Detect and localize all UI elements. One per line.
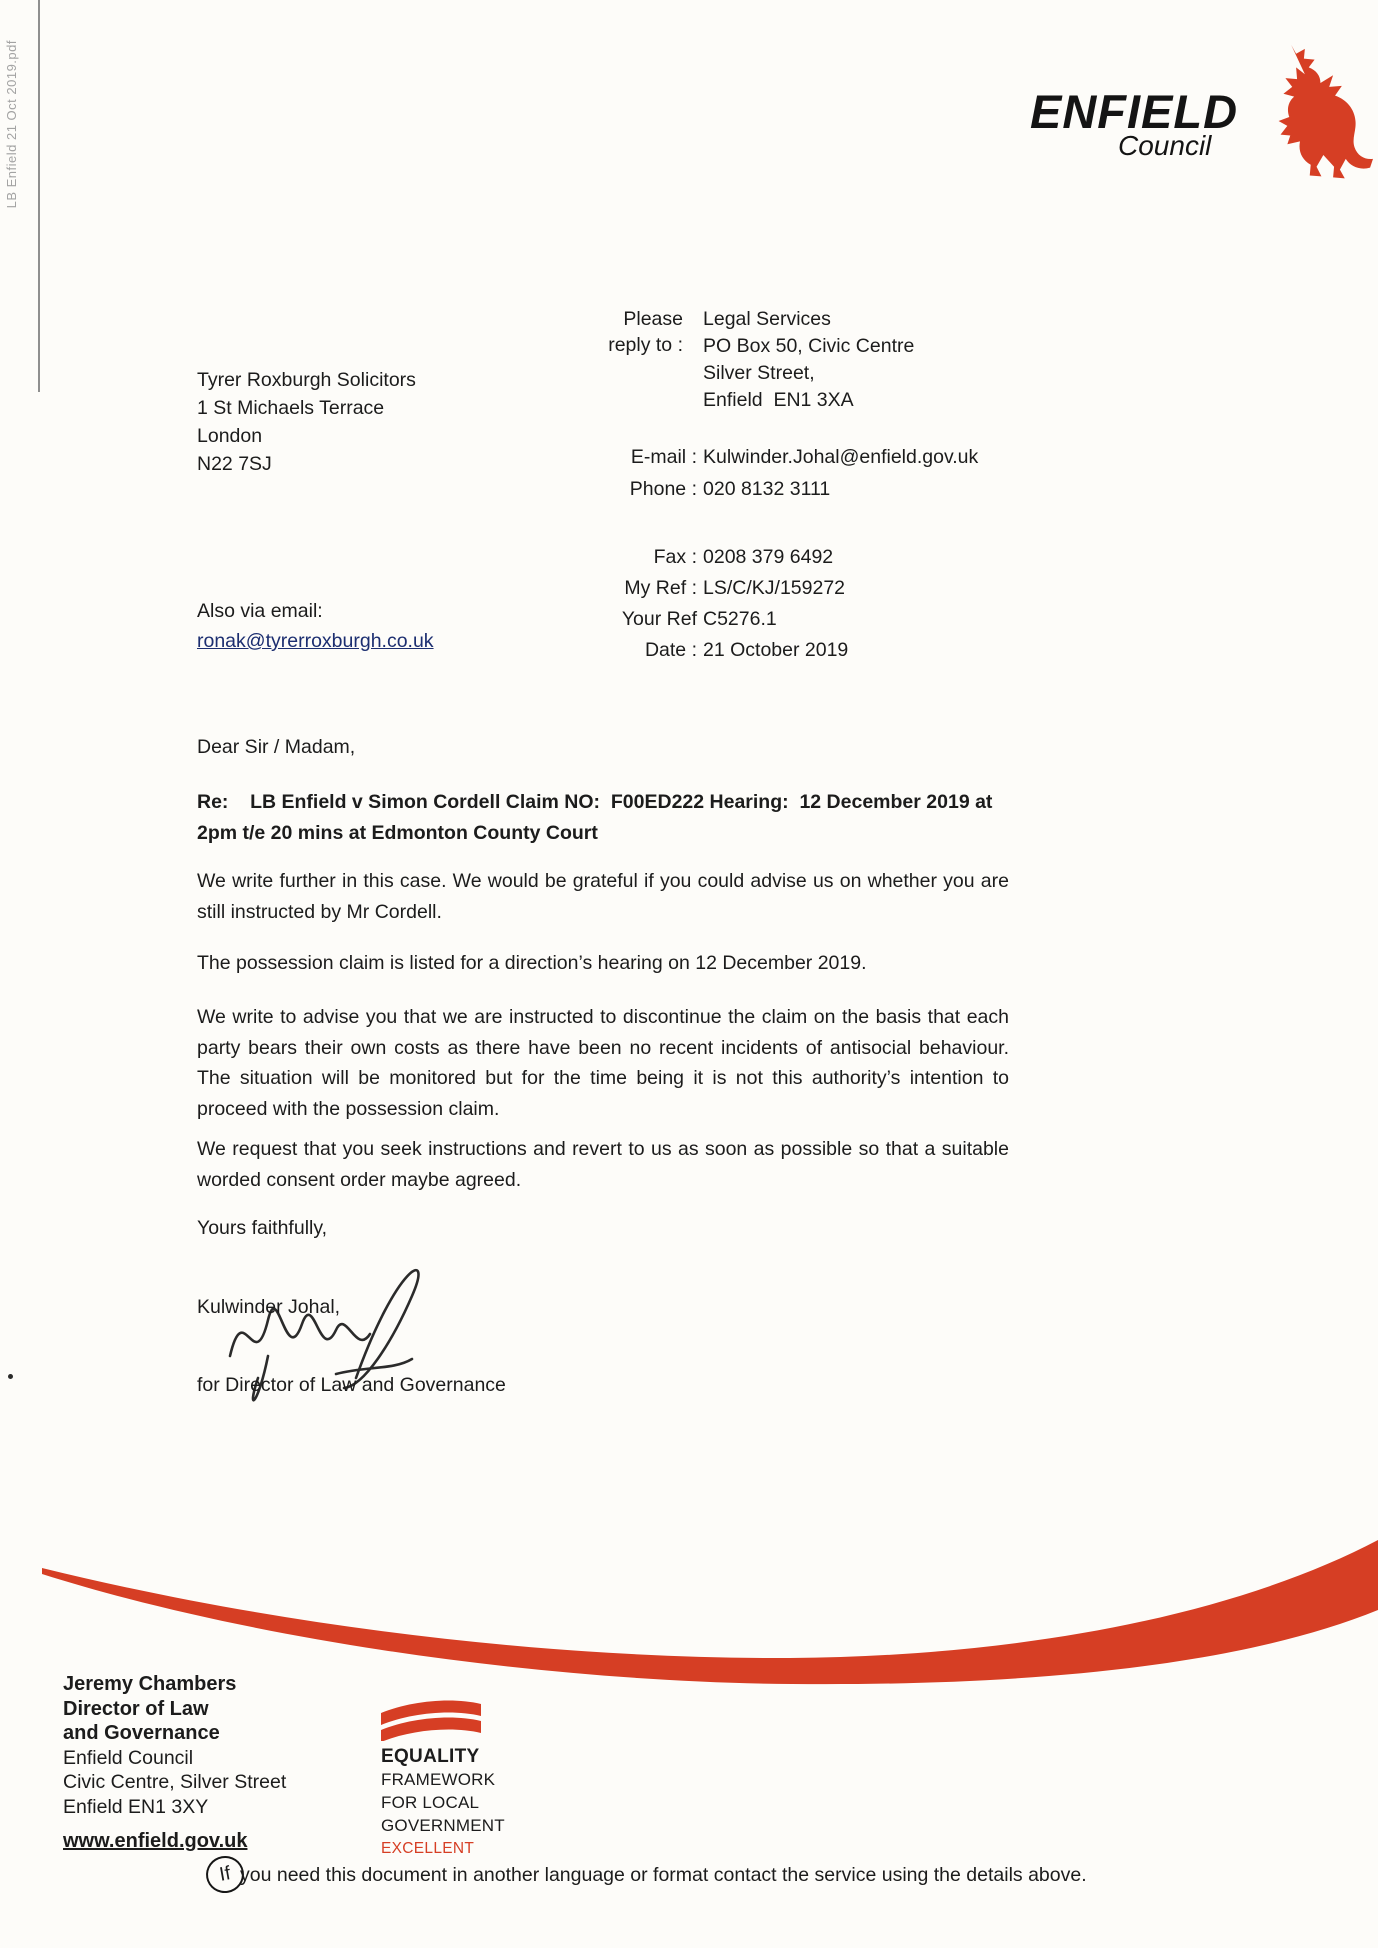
recipient-address: [197, 366, 416, 478]
paragraph-2: The possession claim is listed for a direction’s hearing on 12 December 2019.: [197, 952, 867, 974]
reply-to-address: [703, 306, 914, 414]
language-format-notice: you need this document in another language or format contact the service using the details above.: [240, 1864, 1087, 1886]
paragraph-3: We write to advise you that we are instructed to discontinue the claim on the basis that each party bears their own costs as there have been no recent incidents of antisocial behaviour. The situation will be monitored but for the time being it is not this authority’s intention to proceed with the possession claim.: [197, 1006, 1009, 1120]
your-ref-value: C5276.1: [703, 608, 777, 630]
enfield-crest-icon: [1227, 40, 1373, 198]
recipient-line: N22 7SJ: [197, 453, 272, 475]
closing: Yours faithfully,: [197, 1217, 328, 1239]
scan-edge-line: [38, 0, 40, 392]
subject-line-1: Re: LB Enfield v Simon Cordell Claim NO: F00ED222 Hearing: 12 December 2019 at: [197, 791, 993, 813]
my-ref-value: LS/C/KJ/159272: [703, 577, 846, 599]
ink-speck: [8, 1374, 13, 1379]
dept-line: Enfield EN1 3XA: [703, 389, 854, 411]
your-ref-label: Your Ref: [621, 608, 697, 630]
officer-title-line: Director of Law: [63, 1697, 209, 1720]
pdf-filename-sidebar: LB Enfield 21 Oct 2019.pdf: [4, 40, 19, 209]
date-label: Date :: [644, 639, 697, 661]
recipient-email-link[interactable]: ronak@tyrerroxburgh.co.uk: [197, 630, 434, 652]
footer-officer-block: [63, 1672, 286, 1854]
signatory-name: Kulwinder Johal,: [197, 1296, 341, 1318]
red-swoosh-graphic: [0, 1528, 1378, 1693]
council-address-line: Civic Centre, Silver Street: [63, 1771, 287, 1793]
paragraph-4: We request that you seek instructions and revert to us as soon as possible so that a suitable worded consent order maybe agreed.: [197, 1138, 1009, 1191]
website-link[interactable]: www.enfield.gov.uk: [63, 1830, 248, 1852]
salutation: Dear Sir / Madam,: [197, 736, 356, 758]
recipient-line: 1 St Michaels Terrace: [197, 397, 385, 419]
also-via-email-label: Also via email:: [197, 600, 323, 622]
equality-framework-logo: EQUALITY FRAMEWORK FOR LOCAL GOVERNMENT EXCELLENT: [381, 1746, 505, 1857]
dept-line: PO Box 50, Civic Centre: [703, 335, 915, 357]
phone-label: Phone :: [629, 478, 697, 500]
council-address-line: Enfield EN1 3XY: [63, 1795, 209, 1818]
equality-stripes-icon: [381, 1697, 481, 1741]
paragraph-1: We write further in this case. We would be grateful if you could advise us on whether you are still instructed by Mr Cordell.: [197, 870, 1009, 923]
fax-value: 0208 379 6492: [703, 546, 834, 568]
circled-if-mark: If: [203, 1853, 247, 1896]
subject-line-2: 2pm t/e 20 mins at Edmonton County Court: [197, 822, 598, 844]
officer-name: Jeremy Chambers: [63, 1673, 237, 1695]
reply-to-label: Please reply to :: [608, 308, 683, 356]
date-value: 21 October 2019: [703, 639, 849, 661]
signoff-role: for Director of Law and Governance: [197, 1374, 506, 1396]
officer-title-line: and Governance: [63, 1722, 220, 1744]
recipient-line: London: [197, 425, 263, 447]
recipient-line: Tyrer Roxburgh Solicitors: [197, 369, 416, 391]
fax-label: Fax :: [653, 546, 697, 568]
logo-wordmark: ENFIELD: [1030, 85, 1239, 138]
my-ref-label: My Ref :: [624, 577, 697, 599]
logo-subtitle: Council: [1118, 130, 1212, 161]
phone-value: 020 8132 3111: [703, 478, 831, 500]
council-address-line: Enfield Council: [63, 1746, 194, 1769]
email-label: E-mail :: [630, 446, 697, 468]
dept-line: Legal Services: [703, 308, 831, 330]
email-value: Kulwinder.Johal@enfield.gov.uk: [703, 446, 979, 468]
dept-line: Silver Street,: [703, 362, 815, 384]
